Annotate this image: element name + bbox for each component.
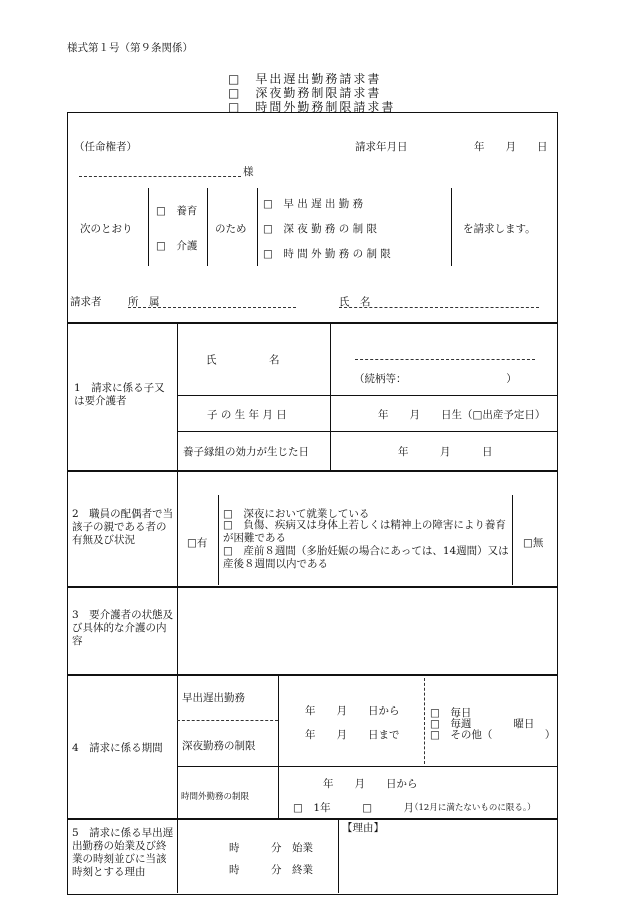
birth-date-label: 子 の 生 年 月 日 (207, 409, 287, 421)
for-label: のため (215, 223, 247, 235)
section1-label: 1 請求に係る子又は要介護者 (74, 382, 165, 407)
closing-text: を請求します。 (463, 223, 536, 235)
overtime-from-field[interactable]: 年 月 日から (323, 778, 418, 790)
adoption-date-label: 養子縁組の効力が生じた日 (183, 446, 309, 458)
honorific: 様 (243, 166, 254, 178)
child-name-label: 氏 名 (206, 354, 280, 366)
section3-label: 3 要介護者の状態及び具体的な介護の内容 (72, 609, 174, 647)
option-childcare[interactable]: □ 養育 (156, 205, 198, 217)
affiliation-field[interactable] (128, 307, 296, 308)
type-night-limit[interactable]: □ 深 夜 勤 務 の 制 限 (263, 223, 377, 235)
birth-date-field[interactable]: 年 月 日生（□出産予定日） (378, 409, 546, 421)
name-label: 氏 名 (339, 296, 371, 308)
relation-field[interactable]: （続柄等： ） (354, 373, 517, 385)
condition-pregnancy[interactable]: □ 産前８週間（多胎妊娠の場合にあっては、14週間）又は産後８週間以内である (223, 545, 509, 570)
adoption-date-field[interactable]: 年 月 日 (398, 446, 493, 458)
period-from-field[interactable]: 年 月 日から (305, 705, 400, 717)
option-nursing-care[interactable]: □ 介護 (156, 240, 198, 252)
start-time-field[interactable]: 時 分 始業 (229, 842, 313, 854)
night-limit-label: 深夜勤務の制限 (182, 740, 256, 752)
freq-weekly-checkbox[interactable]: □ 毎週 曜日 (430, 718, 535, 730)
spouse-no-checkbox[interactable]: □無 (523, 537, 544, 549)
title-night: □ 深夜勤務制限請求書 (228, 86, 382, 100)
authority-label: （任命権者） (74, 141, 137, 153)
care-details-field[interactable] (180, 590, 554, 672)
authority-name-field[interactable] (79, 176, 241, 177)
overtime-note: （12月に満たないものに限る。） (410, 803, 536, 813)
freq-other-checkbox[interactable]: □ その他（ ） (430, 729, 556, 741)
affiliation-label: 所 属 (128, 296, 160, 308)
type-overtime-limit[interactable]: □ 時 間 外 勤 務 の 制 限 (263, 248, 391, 260)
period-until-field[interactable]: 年 月 日まで (305, 729, 400, 741)
requester-name-field[interactable] (339, 307, 539, 308)
type-early-late[interactable]: □ 早 出 遅 出 勤 務 (263, 198, 364, 210)
requester-label: 請求者 (70, 296, 102, 308)
reason-label: 【理由】 (342, 822, 384, 834)
title-overtime: □ 時間外勤務制限請求書 (228, 100, 396, 114)
section2-label: 2 職員の配偶者で当該子の親である者の有無及び状況 (72, 508, 174, 546)
condition-illness[interactable]: □ 負傷、疾病又は身体上若しくは精神上の障害により養育が困難である (223, 519, 506, 544)
overtime-limit-label: 時間外勤務の制限 (181, 792, 250, 802)
form-number: 様式第１号（第９条関係） (67, 42, 193, 54)
overtime-period-field[interactable]: □ 1年 □ 月 (293, 802, 415, 814)
freq-daily-checkbox[interactable]: □ 毎日 (430, 707, 472, 719)
request-date-field[interactable]: 年 月 日 (474, 141, 548, 153)
early-late-label: 早出遅出勤務 (182, 692, 245, 704)
intro-text: 次のとおり (80, 223, 133, 235)
condition-night-work[interactable]: □ 深夜において就業している (223, 508, 370, 520)
spouse-yes-checkbox[interactable]: □有 (187, 537, 208, 549)
section5-label: 5 請求に係る早出遅出勤務の始業及び終業の時刻並びに当該時刻とする理由 (72, 827, 174, 878)
end-time-field[interactable]: 時 分 終業 (229, 864, 313, 876)
title-early-late: □ 早出遅出勤務請求書 (228, 72, 382, 86)
request-date-label: 請求年月日 (355, 141, 408, 153)
child-name-field[interactable] (355, 359, 535, 360)
section4-label: 4 請求に係る期間 (72, 742, 163, 754)
reason-field[interactable] (342, 834, 554, 890)
